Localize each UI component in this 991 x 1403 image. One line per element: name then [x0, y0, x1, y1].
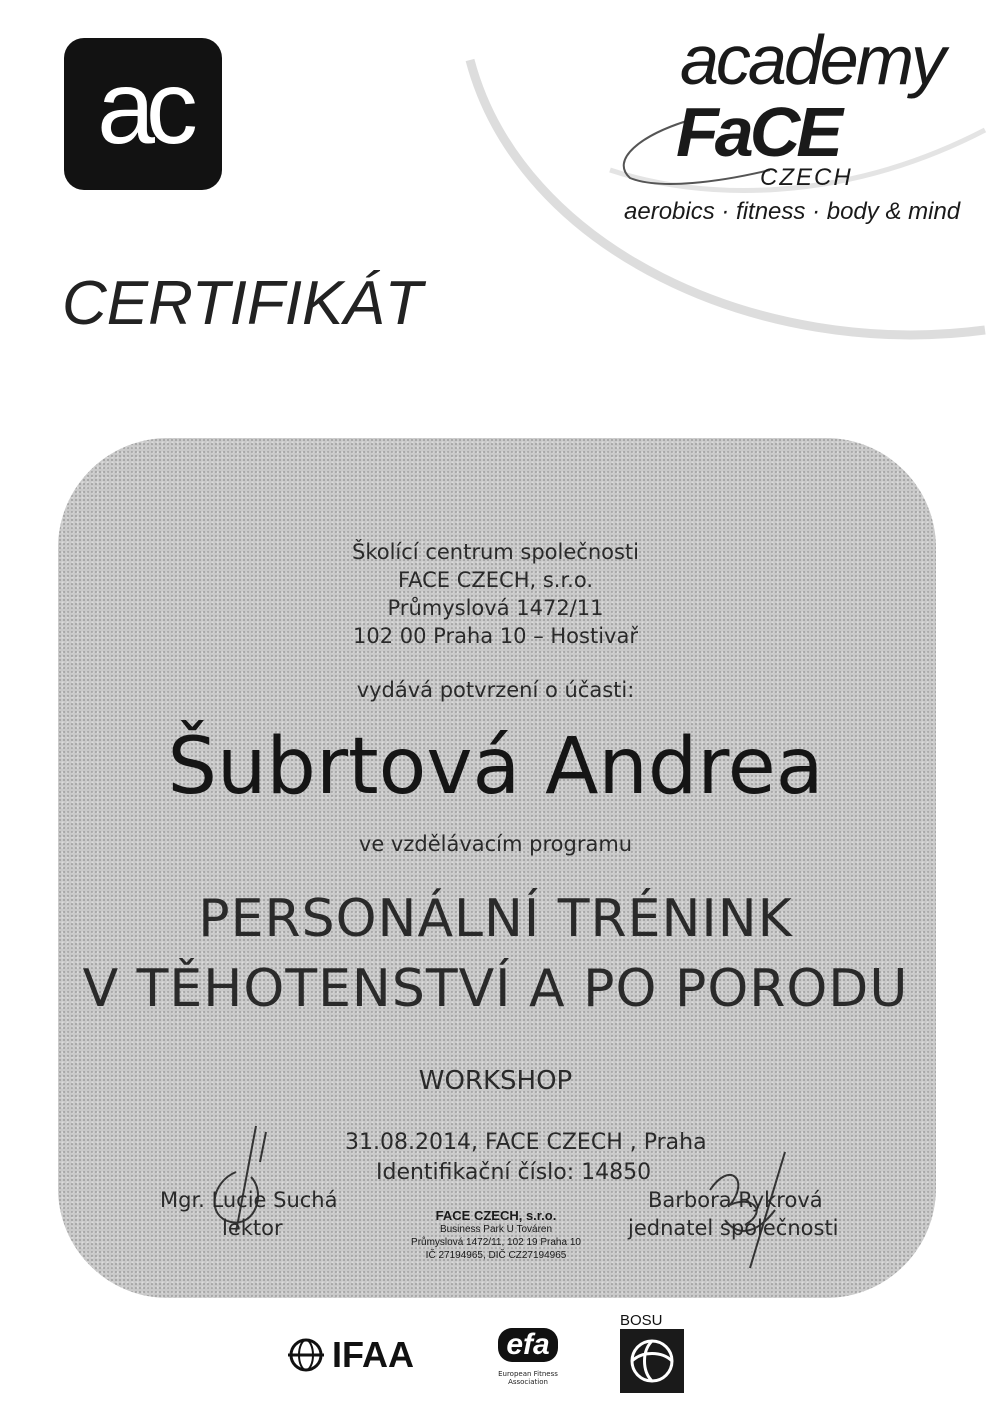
bosu-logo-text: BOSU — [620, 1312, 663, 1329]
brand-tagline: aerobics · fitness · body & mind — [624, 198, 961, 225]
bosu-emblem-icon — [620, 1329, 684, 1393]
program-title-line-2: V TĚHOTENSTVÍ A PO PORODU — [82, 959, 909, 1019]
ac-logo — [64, 38, 222, 190]
stamp-line-3: IČ 27194965, DIČ CZ27194965 — [425, 1250, 567, 1261]
director-name: Barbora Rykrová — [648, 1188, 823, 1212]
lecturer-name: Mgr. Lucie Suchá — [160, 1188, 338, 1212]
issues-text: vydává potvrzení o účasti: — [356, 678, 635, 702]
globe-icon — [286, 1335, 326, 1375]
date-place: 31.08.2014, FACE CZECH , Praha — [345, 1130, 707, 1155]
lecturer-role: lektor — [222, 1216, 283, 1240]
efa-logo-text: efa — [498, 1328, 557, 1362]
director-role: jednatel společnosti — [628, 1216, 839, 1240]
issuer-line-1: Školící centrum společnosti — [352, 540, 639, 564]
stamp-line-2: Průmyslová 1472/11, 102 19 Praha 10 — [411, 1237, 581, 1248]
brand-academy: academy — [680, 21, 944, 99]
id-number: Identifikační číslo: 14850 — [376, 1160, 652, 1185]
brand-face: FaCE — [676, 93, 839, 171]
ifaa-logo — [286, 1334, 414, 1376]
ifaa-logo-text: IFAA — [332, 1334, 415, 1375]
bosu-logo — [620, 1312, 684, 1397]
stamp-company: FACE CZECH, s.r.o. — [435, 1208, 557, 1223]
issuer-line-3: Průmyslová 1472/11 — [387, 596, 604, 620]
efa-logo-subtitle: European Fitness Association — [498, 1370, 558, 1386]
program-title-line-1: PERSONÁLNÍ TRÉNINK — [198, 889, 793, 949]
stamp-line-1: Business Park U Továren — [439, 1224, 553, 1235]
issuer-line-2: FACE CZECH, s.r.o. — [397, 568, 594, 592]
format-label: WORKSHOP — [418, 1066, 573, 1096]
brand-czech: CZECH — [760, 164, 853, 191]
efa-logo — [478, 1316, 578, 1386]
company-stamp — [376, 1208, 616, 1262]
recipient-name: Šubrtová Andrea — [167, 722, 824, 812]
ac-logo-text: ac — [97, 50, 189, 166]
issuer-line-4: 102 00 Praha 10 – Hostivař — [353, 624, 638, 648]
program-intro: ve vzdělávacím programu — [358, 832, 633, 856]
certificate-title: CERTIFIKÁT — [62, 269, 423, 338]
